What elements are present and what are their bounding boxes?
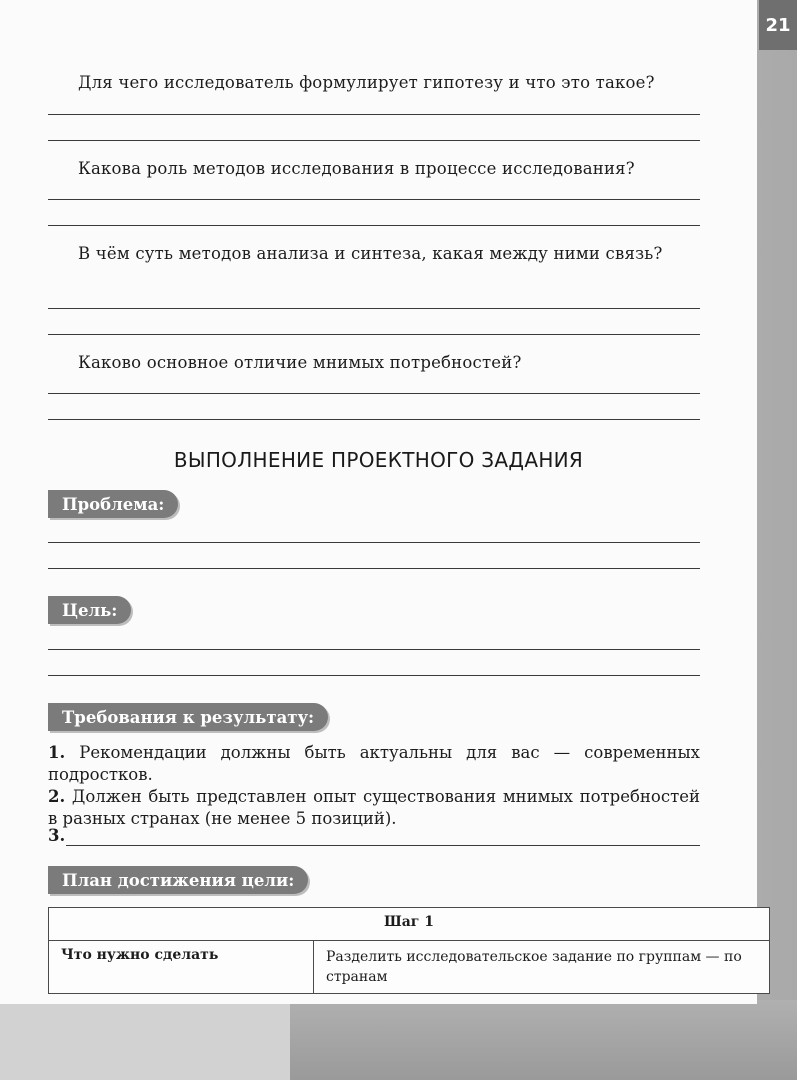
answer-line[interactable] — [48, 334, 700, 335]
plan-row-label: Что нужно сделать — [49, 941, 314, 994]
plan-label: План достижения цели: — [48, 866, 308, 894]
answer-line[interactable] — [48, 568, 700, 569]
question-2: Какова роль методов исследования в процессе исследования? — [78, 159, 635, 178]
goal-label: Цель: — [48, 596, 131, 624]
requirement-text: Рекомендации должны быть актуальны для вас — современных подростков. — [48, 743, 700, 784]
background-page-bottom — [290, 1000, 797, 1080]
requirement-number: 1. — [48, 743, 66, 762]
requirement-3-answer-line[interactable] — [66, 845, 700, 846]
answer-line[interactable] — [48, 199, 700, 200]
answer-line[interactable] — [48, 419, 700, 420]
answer-line[interactable] — [48, 225, 700, 226]
requirement-1 — [48, 742, 700, 786]
answer-line[interactable] — [48, 393, 700, 394]
page-number: 21 — [759, 0, 797, 50]
plan-table — [48, 907, 770, 994]
problem-label: Проблема: — [48, 490, 178, 518]
plan-row-value[interactable]: Разделить исследовательское задание по группам — по странам — [314, 941, 770, 994]
answer-line[interactable] — [48, 308, 700, 309]
requirement-2 — [48, 786, 700, 830]
answer-line[interactable] — [48, 675, 700, 676]
section-title: ВЫПОЛНЕНИЕ ПРОЕКТНОГО ЗАДАНИЯ — [173, 448, 584, 472]
answer-line[interactable] — [48, 542, 700, 543]
requirement-number: 2. — [48, 787, 66, 806]
question-4: Каково основное отличие мнимых потребностей? — [78, 353, 522, 372]
answer-line[interactable] — [48, 649, 700, 650]
question-1: Для чего исследователь формулирует гипотезу и что это такое? — [78, 73, 655, 92]
answer-line[interactable] — [48, 114, 700, 115]
question-3: В чём суть методов анализа и синтеза, какая между ними связь? — [78, 244, 663, 263]
plan-step-header: Шаг 1 — [49, 908, 770, 941]
requirement-text: Должен быть представлен опыт существования мнимых потребностей в разных странах (не менее 5 позиций). — [48, 787, 700, 828]
requirement-3-number: 3. — [48, 826, 66, 845]
requirements-label: Требования к результату: — [48, 703, 328, 731]
answer-line[interactable] — [48, 140, 700, 141]
